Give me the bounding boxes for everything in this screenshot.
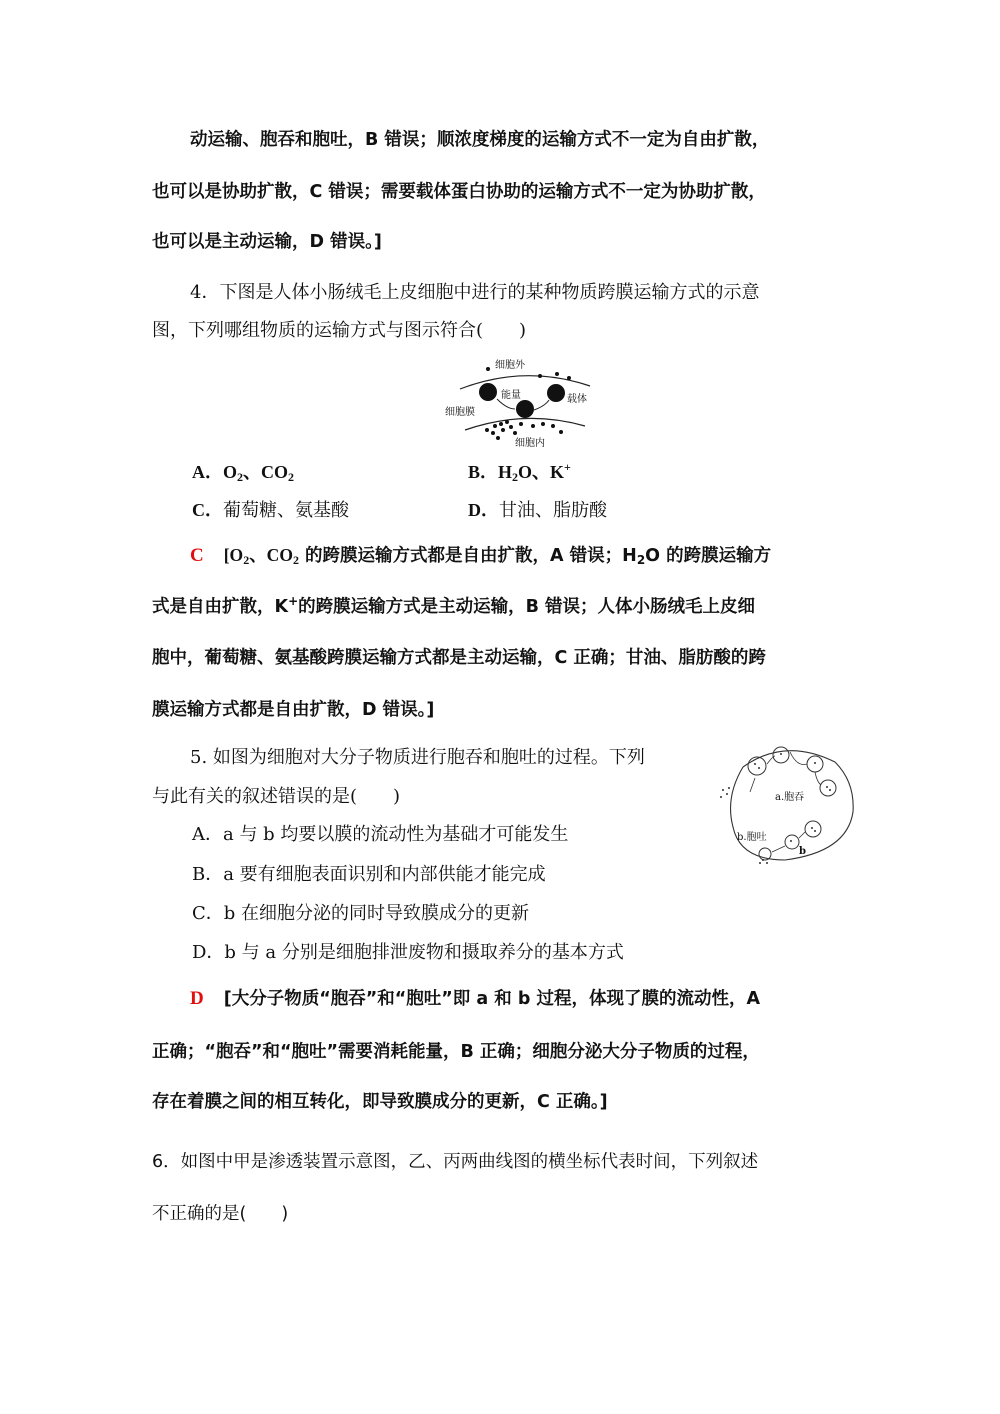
q4-stem: 4．下图是人体小肠绒毛上皮细胞中进行的某种物质跨膜运输方式的示意 — [190, 282, 760, 303]
option-letter: B． — [468, 462, 499, 482]
q4-explanation: 胞中，葡萄糖、氨基酸跨膜运输方式都是主动运输，C 正确；甘油、脂肪酸的跨 — [152, 648, 766, 668]
subscript: 2 — [636, 553, 646, 567]
option-d[interactable]: D．b 与 a 分别是细胞排泄废物和摄取养分的基本方式 — [192, 942, 624, 963]
text: 、CO — [249, 545, 293, 565]
subscript: 2 — [292, 553, 299, 567]
subscript: 2 — [512, 470, 519, 484]
endocytosis-exocytosis-figure — [715, 742, 865, 867]
option-b[interactable] — [468, 460, 571, 485]
carrier-protein-1 — [479, 383, 497, 401]
arrow — [772, 846, 785, 852]
option-letter: D． — [468, 500, 499, 520]
answer-letter: C — [190, 545, 204, 566]
text: 的跨膜运输方式都是自由扩散，A 错误；H — [298, 546, 637, 566]
label-outside: 细胞外 — [495, 360, 525, 371]
option-c[interactable] — [192, 498, 349, 523]
q5-explanation: 存在着膜之间的相互转化，即导致膜成分的更新，C 正确。] — [152, 1092, 608, 1112]
cell-diagram — [715, 742, 865, 867]
option-c[interactable]: C．b 在细胞分泌的同时导致膜成分的更新 — [192, 903, 530, 924]
arrow — [799, 832, 805, 838]
label-exocytosis: b.胞吐 — [737, 832, 767, 843]
text: O 的跨膜运输方 — [645, 546, 772, 566]
option-text: H — [498, 462, 513, 482]
label-endocytosis: a.胞吞 — [775, 792, 805, 803]
q5-stem: 5. 如图为细胞对大分子物质进行胞吞和胞吐的过程。下列 — [190, 747, 645, 768]
arrow — [790, 752, 807, 765]
subscript: 2 — [243, 553, 250, 567]
label-energy: 能量 — [501, 390, 521, 401]
option-letter: A． — [192, 462, 223, 482]
carrier-protein-3 — [547, 384, 565, 402]
q6-stem: 不正确的是( ) — [152, 1204, 289, 1224]
option-text: 、CO — [243, 462, 289, 482]
q5-stem: 与此有关的叙述错误的是( ) — [152, 786, 401, 807]
option-text: O、K — [518, 462, 565, 482]
q5-explanation: 正确；“胞吞”和“胞吐”需要消耗能量，B 正确；细胞分泌大分子物质的过程， — [152, 1042, 760, 1062]
q4-stem: 图，下列哪组物质的运输方式与图示符合( ) — [152, 320, 527, 341]
label-carrier: 载体 — [567, 394, 587, 405]
explanation-line: 也可以是主动运输，D 错误。] — [152, 232, 382, 252]
subscript: 2 — [237, 470, 244, 484]
option-a[interactable]: A．a 与 b 均要以膜的流动性为基础才可能发生 — [192, 824, 569, 845]
vesicle — [748, 757, 766, 775]
q5-explanation — [190, 987, 760, 1011]
arrow — [815, 772, 821, 785]
arrow-path — [534, 400, 549, 410]
superscript: + — [288, 594, 299, 608]
option-d[interactable] — [468, 498, 607, 523]
label-membrane: 细胞膜 — [445, 407, 475, 418]
option-text: 葡萄糖、氨基酸 — [223, 500, 349, 521]
text: [O — [223, 545, 244, 565]
cell-membrane — [731, 751, 854, 860]
option-b[interactable]: B．a 要有细胞表面识别和内部供能才能完成 — [192, 864, 546, 885]
explanation-line: 也可以是协助扩散，C 错误；需要载体蛋白协助的运输方式不一定为协助扩散， — [152, 182, 766, 202]
q6-stem: 6．如图中甲是渗透装置示意图，乙、丙两曲线图的横坐标代表时间，下列叙述 — [152, 1152, 759, 1172]
vesicle — [805, 821, 821, 837]
membrane-inner-line — [465, 418, 585, 430]
label-inside: 细胞内 — [515, 438, 545, 449]
option-text: 甘油、脂肪酸 — [499, 500, 607, 521]
explanation-line: 动运输、胞吞和胞吐，B 错误；顺浓度梯度的运输方式不一定为自由扩散， — [190, 130, 770, 150]
arrow — [750, 778, 755, 792]
text: 的跨膜运输方式是主动运输，B 错误；人体小肠绒毛上皮细 — [298, 597, 756, 617]
particles — [720, 753, 831, 864]
q4-explanation — [152, 595, 755, 619]
q4-explanation: 膜运输方式都是自由扩散，D 错误。] — [152, 700, 435, 720]
vesicle — [785, 835, 799, 849]
membrane-transport-figure — [445, 354, 600, 449]
label-b: b — [799, 846, 806, 857]
answer-letter: D — [190, 988, 204, 1009]
q4-explanation — [190, 543, 771, 568]
option-text: O — [223, 462, 238, 482]
text: 式是自由扩散，K — [152, 597, 289, 617]
vesicle — [820, 780, 836, 796]
superscript: + — [564, 460, 571, 474]
subscript: 2 — [288, 470, 295, 484]
option-a[interactable] — [192, 460, 294, 485]
option-letter: C． — [192, 500, 223, 520]
carrier-protein-2 — [516, 400, 534, 418]
text: [大分子物质“胞吞”和“胞吐”即 a 和 b 过程，体现了膜的流动性，A — [223, 989, 760, 1009]
